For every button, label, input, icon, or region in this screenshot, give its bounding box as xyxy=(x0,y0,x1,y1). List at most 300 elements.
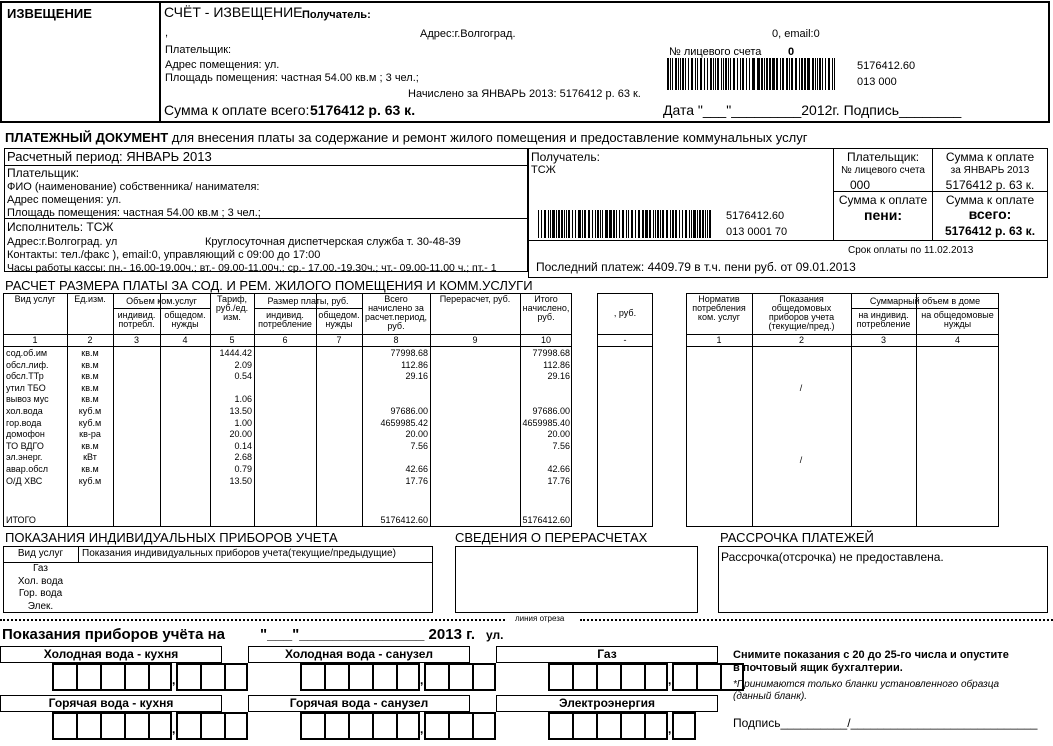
barcode-bar xyxy=(561,210,563,238)
barcode-bar xyxy=(725,58,727,90)
column-divider xyxy=(430,293,431,527)
table-cell: 20.00 xyxy=(405,429,428,440)
barcode-bar xyxy=(666,210,668,238)
barcode-bar xyxy=(723,58,724,90)
barcode-bar xyxy=(600,210,601,238)
digit-cell[interactable] xyxy=(100,712,124,740)
separator: , xyxy=(165,27,169,39)
table-cell: 42.66 xyxy=(405,464,428,474)
digit-cell[interactable] xyxy=(396,663,420,691)
barcode-bar xyxy=(752,58,754,90)
barcode-bar xyxy=(737,58,738,90)
table-cell: 1.06 xyxy=(234,394,252,405)
barcode-bar xyxy=(717,58,719,90)
barcode-bar xyxy=(602,210,603,238)
digit-cell[interactable] xyxy=(224,663,248,691)
barcode-bar xyxy=(653,210,654,238)
column-header: общедом. нужды xyxy=(318,310,360,329)
barcode-bar xyxy=(597,210,599,238)
barcode-bar xyxy=(757,58,758,90)
house-column-number: 3 xyxy=(880,335,886,345)
barcode-bar xyxy=(662,210,663,238)
extra-column-frame xyxy=(597,293,653,527)
barcode-bar xyxy=(628,210,629,238)
cut-line xyxy=(580,619,1053,621)
barcode-bar xyxy=(679,210,680,238)
digit-cell[interactable] xyxy=(200,663,224,691)
table-cell: 2.09 xyxy=(234,359,252,370)
column-header: индивид. потребл. xyxy=(117,310,156,329)
digit-cell[interactable] xyxy=(672,712,696,740)
barcode-bar xyxy=(556,210,557,238)
recipient-value: ТСЖ xyxy=(531,164,556,176)
digit-cell[interactable] xyxy=(76,712,100,740)
barcode-bar xyxy=(749,58,750,90)
column-header: Тариф, руб./ед. изм. xyxy=(215,294,249,322)
barcode-bar xyxy=(812,58,814,90)
house-group-header: Суммарный объем в доме xyxy=(869,296,981,306)
house-column-header: на индивид. потребление xyxy=(856,310,911,329)
table-cell: О/Д ХВС xyxy=(6,475,43,486)
barcode-bar xyxy=(832,58,833,90)
column-header: Всего начислено за расчет.период, руб. xyxy=(365,294,427,331)
payer-cell-label: Плательщик: xyxy=(846,150,920,164)
row-divider xyxy=(254,308,362,309)
billing-period: Расчетный период: ЯНВАРЬ 2013 xyxy=(7,149,212,164)
digit-cell[interactable] xyxy=(324,712,348,740)
digit-cell[interactable] xyxy=(76,663,100,691)
barcode-bar xyxy=(548,210,549,238)
due-date: Срок оплаты по 11.02.2013 xyxy=(848,245,974,256)
barcode-bar xyxy=(584,210,585,238)
barcode-bar xyxy=(667,58,669,90)
digit-cell[interactable] xyxy=(696,663,720,691)
barcode-bar xyxy=(568,210,570,238)
barcode-bar xyxy=(550,210,551,238)
cut-line xyxy=(0,619,505,621)
digit-cell[interactable] xyxy=(300,712,324,740)
barcode-bar xyxy=(807,58,808,90)
table-cell: 77998.68 xyxy=(390,348,428,358)
premises-area: Площадь помещения: частная 54.00 кв.м ; 3 чел.; xyxy=(165,72,419,84)
table-cell: 7.56 xyxy=(552,440,570,451)
barcode-bar xyxy=(801,58,802,90)
readings-date: "___"_______________ 2013 г. xyxy=(260,626,476,643)
meter-digit-input[interactable] xyxy=(300,712,496,740)
digit-cell[interactable] xyxy=(148,712,172,740)
digit-cell[interactable]: , xyxy=(668,722,672,736)
barcode-bar xyxy=(697,58,698,90)
digit-cell[interactable] xyxy=(472,712,496,740)
premises-address: Адрес помещения: ул. xyxy=(165,59,280,71)
barcode-bar xyxy=(678,58,679,90)
meters-title: ПОКАЗАНИЯ ИНДИВИДУАЛЬНЫХ ПРИБОРОВ УЧЕТА xyxy=(5,530,338,545)
table-cell: ТО ВДГО xyxy=(6,440,44,451)
barcode-bar xyxy=(685,210,687,238)
house-column-header: Норматив потребления ком. услуг xyxy=(692,294,746,322)
table-cell: 29.16 xyxy=(547,371,570,382)
column-number: 8 xyxy=(393,335,399,345)
digit-cell[interactable] xyxy=(672,663,696,691)
digit-cell[interactable] xyxy=(324,663,348,691)
column-number: 7 xyxy=(336,335,342,345)
barcode-bar xyxy=(715,58,716,90)
barcode-bar xyxy=(709,210,711,238)
meter-label: Горячая вода - санузел xyxy=(248,695,470,712)
house-column-header: на общедомовые нужды xyxy=(921,310,994,329)
table-cell: кв-ра xyxy=(79,429,101,440)
note: *Принимаются только бланки установленного образца xyxy=(733,679,1000,690)
digit-cell[interactable] xyxy=(424,663,448,691)
meter-label: Горячая вода - кухня xyxy=(0,695,222,712)
cut-line-label: линия отреза xyxy=(515,614,565,623)
recipient-address: Адрес:г.Волгоград. xyxy=(420,28,516,40)
barcode-bar xyxy=(685,58,686,90)
readings-street: ул. xyxy=(486,628,504,642)
meter-label: Электроэнергия xyxy=(496,695,718,712)
digit-cell[interactable]: , xyxy=(172,722,176,736)
installment-text: Рассрочка(отсрочка) не предоставлена. xyxy=(721,550,944,564)
barcode-bar xyxy=(834,58,835,90)
digit-cell[interactable] xyxy=(348,712,372,740)
table-cell: 112.86 xyxy=(543,359,570,370)
house-column-number: 2 xyxy=(798,335,804,345)
digit-cell[interactable] xyxy=(100,663,124,691)
date-signature-line: Дата "___"_________2012г. Подпись________ xyxy=(663,102,962,118)
digit-cell[interactable] xyxy=(176,663,200,691)
table-cell: 20.00 xyxy=(229,429,252,440)
meters-col-service: Вид услуг xyxy=(17,548,64,559)
table-cell: 4659985.40 xyxy=(522,417,570,428)
extra-header: , руб. xyxy=(613,308,637,318)
column-number: 2 xyxy=(87,335,93,345)
house-slash: / xyxy=(799,455,803,465)
barcode-bar xyxy=(675,58,677,90)
barcode-bar xyxy=(705,210,706,238)
digit-cell[interactable] xyxy=(548,663,572,691)
barcode-bar xyxy=(689,210,690,238)
table-cell: сод.об.им xyxy=(6,348,48,358)
total-col8: 5176412.60 xyxy=(380,515,428,525)
table-cell: 29.16 xyxy=(405,371,428,382)
notice-left-title: ИЗВЕЩЕНИЕ xyxy=(7,6,92,21)
barcode xyxy=(667,58,837,90)
barcode-bar xyxy=(808,58,809,90)
barcode-bar xyxy=(682,210,683,238)
barcode-bar xyxy=(766,58,767,90)
barcode-bar xyxy=(649,210,651,238)
row-divider xyxy=(597,346,653,347)
table-cell: 20.00 xyxy=(547,429,570,440)
digit-cell[interactable] xyxy=(620,712,644,740)
barcode-bar xyxy=(713,58,714,90)
barcode-code: 013 0001 70 xyxy=(726,226,788,238)
digit-cell[interactable] xyxy=(52,712,76,740)
meter-row-label: Газ xyxy=(33,563,48,574)
meter-label: Холодная вода - кухня xyxy=(0,646,222,663)
extra-number: - xyxy=(623,335,627,345)
row-divider xyxy=(686,346,999,347)
sum-period-value: 5176412 р. 63 к. xyxy=(945,178,1035,192)
barcode-bar xyxy=(728,58,729,90)
barcode-bar xyxy=(578,210,580,238)
digit-cell[interactable] xyxy=(596,712,620,740)
meter-row-label: Элек. xyxy=(27,600,54,612)
barcode-bar xyxy=(691,210,692,238)
barcode-bar xyxy=(675,210,677,238)
column-number: 6 xyxy=(282,335,288,345)
barcode-bar xyxy=(782,58,783,90)
dispatch-service: Круглосуточная диспетчерская служба т. 30-48-39 xyxy=(205,236,461,248)
column-number: 4 xyxy=(182,335,188,345)
table-cell: 2.68 xyxy=(234,452,252,463)
premises-address: Адрес помещения: ул. xyxy=(7,194,122,206)
row-divider xyxy=(851,308,999,309)
signature-field[interactable]: Подпись__________/____________________________ xyxy=(733,716,1038,730)
table-cell: 4659985.42 xyxy=(380,417,428,428)
total-label: Сумма к оплате всего: xyxy=(164,102,310,118)
table-cell: домофон xyxy=(6,429,45,440)
table-cell: 1444.42 xyxy=(219,348,252,358)
total-value: 5176412 р. 63 к. xyxy=(310,102,416,118)
meter-digit-input[interactable] xyxy=(548,663,744,691)
executor-address: Адрес:г.Волгоград. ул xyxy=(7,236,118,248)
digit-cell[interactable] xyxy=(548,712,572,740)
notice-title: СЧЁТ - ИЗВЕЩЕНИЕ xyxy=(164,4,303,20)
barcode-bar xyxy=(680,58,681,90)
contacts: Контакты: тел./факс ), email:0, управляющий с 09:00 до 17:00 xyxy=(7,249,321,261)
barcode-bar xyxy=(672,210,673,238)
digit-cell[interactable] xyxy=(124,712,148,740)
digit-cell[interactable] xyxy=(620,663,644,691)
digit-cell[interactable]: , xyxy=(668,673,672,687)
table-cell: 1.00 xyxy=(234,417,252,428)
barcode-bar xyxy=(707,210,708,238)
meter-label: Газ xyxy=(496,646,718,663)
table-cell: гор.вода xyxy=(6,417,42,428)
barcode-bar xyxy=(822,58,823,90)
house-column-number: 4 xyxy=(954,335,960,345)
digit-cell[interactable] xyxy=(448,712,472,740)
barcode-bar xyxy=(828,58,830,90)
table-cell: 112.86 xyxy=(401,359,428,370)
group-volume-header: Объем ком.услуг xyxy=(126,296,197,306)
barcode-amount: 5176412.60 xyxy=(726,210,785,222)
table-cell: эл.энерг. xyxy=(6,452,43,463)
accrued-text: Начислено за ЯНВАРЬ 2013: 5176412 р. 63 к. xyxy=(408,88,641,100)
penalty-value: пени: xyxy=(864,207,902,223)
barcode-bar xyxy=(645,210,646,238)
barcode-bar xyxy=(541,210,542,238)
premises-area: Площадь помещения: частная 54.00 кв.м ; 3 чел.; xyxy=(7,207,261,219)
digit-cell[interactable] xyxy=(372,663,396,691)
column-header: Вид услуг xyxy=(14,294,56,304)
table-cell: кв.м xyxy=(81,464,99,474)
instruction-2: в почтовый ящик бухгалтерии. xyxy=(733,662,903,674)
payment-doc-title: ПЛАТЕЖНЫЙ ДОКУМЕНТ xyxy=(5,130,169,145)
table-cell: кв.м xyxy=(81,359,99,370)
barcode-bar xyxy=(592,210,593,238)
meter-label: Холодная вода - санузел xyxy=(248,646,470,663)
barcode-bar xyxy=(780,58,781,90)
table-cell: кв.м xyxy=(81,382,99,393)
barcode-bar xyxy=(638,210,639,238)
total-label: ИТОГО xyxy=(6,515,36,525)
digit-cell[interactable] xyxy=(424,712,448,740)
table-cell: 77998.68 xyxy=(532,348,570,358)
digit-cell[interactable]: , xyxy=(172,673,176,687)
barcode-code: 013 000 xyxy=(857,76,897,88)
digit-cell[interactable] xyxy=(52,663,76,691)
digit-cell[interactable] xyxy=(148,663,172,691)
barcode-bar xyxy=(791,58,792,90)
digit-cell[interactable]: , xyxy=(420,722,424,736)
barcode-bar xyxy=(655,210,656,238)
digit-cell[interactable] xyxy=(644,712,668,740)
table-cell: кВт xyxy=(83,452,97,463)
table-cell: обсл.лиф. xyxy=(6,359,49,370)
barcode-bar xyxy=(761,58,763,90)
barcode-bar xyxy=(804,58,806,90)
account-value: 0 xyxy=(788,46,795,58)
digit-cell[interactable] xyxy=(472,663,496,691)
payer-label: Плательщик: xyxy=(7,166,80,180)
digit-cell[interactable] xyxy=(224,712,248,740)
column-number: 1 xyxy=(32,335,38,345)
digit-cell[interactable] xyxy=(720,663,744,691)
barcode-bar xyxy=(635,210,636,238)
digit-cell[interactable] xyxy=(124,663,148,691)
meter-row-label: Гор. вода xyxy=(18,588,63,599)
meter-digit-input[interactable] xyxy=(52,712,248,740)
cash-hours: Часы работы кассы: пн.- 16.00-19.00ч.; вт.- 09.00-11.00ч.; ср.- 17.00.-19.30ч.; чт.- 09.00-11.00 ч.; пт.- 1 xyxy=(7,262,497,274)
barcode-bar xyxy=(764,58,765,90)
digit-cell[interactable] xyxy=(372,712,396,740)
payer-label: Плательщик: xyxy=(165,44,232,56)
barcode-bar xyxy=(697,210,698,238)
total-col10: 5176412.60 xyxy=(522,515,570,525)
barcode-bar xyxy=(742,58,744,90)
digit-cell[interactable] xyxy=(348,663,372,691)
digit-cell[interactable] xyxy=(596,663,620,691)
table-cell: кв.м xyxy=(81,348,99,358)
digit-cell[interactable]: , xyxy=(420,673,424,687)
readings-title: Показания приборов учёта на xyxy=(2,626,226,643)
barcode-bar xyxy=(670,58,671,90)
barcode-bar xyxy=(710,58,712,90)
barcode-bar xyxy=(670,210,671,238)
barcode-bar xyxy=(616,210,617,238)
installment-title: РАССРОЧКА ПЛАТЕЖЕЙ xyxy=(720,530,874,545)
digit-cell[interactable] xyxy=(572,712,596,740)
barcode-bar xyxy=(789,58,790,90)
table-cell: куб.м xyxy=(78,417,102,428)
house-column-number: 1 xyxy=(716,335,722,345)
table-cell: 17.76 xyxy=(405,475,428,486)
column-number: 10 xyxy=(540,335,551,345)
barcode-bar xyxy=(619,210,620,238)
barcode-bar xyxy=(657,210,659,238)
barcode-bar xyxy=(544,210,546,238)
recalc-title: СВЕДЕНИЯ О ПЕРЕРАСЧЕТАХ xyxy=(455,530,648,545)
account-label: № лицевого счета xyxy=(669,46,762,58)
note-2: (данный бланк). xyxy=(733,691,808,702)
barcode-bar xyxy=(605,210,607,238)
account-label: № лицевого счета xyxy=(841,165,925,176)
digit-cell[interactable] xyxy=(176,712,200,740)
last-payment: Последний платеж: 4409.79 в т.ч. пени руб. от 09.01.2013 xyxy=(536,260,856,274)
recalc-box xyxy=(455,546,698,613)
meter-digit-input[interactable] xyxy=(300,663,496,691)
digit-cell[interactable] xyxy=(448,663,472,691)
barcode-bar xyxy=(699,210,700,238)
digit-cell[interactable] xyxy=(200,712,224,740)
table-cell: 42.66 xyxy=(547,464,570,474)
table-cell: авар.обсл xyxy=(6,464,49,474)
barcode xyxy=(538,210,713,238)
table-cell: вывоз мус xyxy=(6,394,49,405)
table-cell: 7.56 xyxy=(410,440,428,451)
sum-total-label: Сумма к оплате xyxy=(945,193,1035,207)
house-slash: / xyxy=(799,383,803,393)
table-cell: утил ТБО xyxy=(6,382,46,393)
table-cell: кв.м xyxy=(81,394,99,405)
table-cell: кв.м xyxy=(81,371,99,382)
barcode-bar xyxy=(558,210,559,238)
digit-cell[interactable] xyxy=(572,663,596,691)
barcode-bar xyxy=(772,58,773,90)
barcode-bar xyxy=(552,210,554,238)
barcode-bar xyxy=(564,210,565,238)
instruction: Снимите показания с 20 до 25-го числа и опустите xyxy=(733,649,1009,661)
meter-digit-input[interactable] xyxy=(52,663,248,691)
barcode-bar xyxy=(733,58,735,90)
table-cell: 0.54 xyxy=(234,371,252,382)
row-divider xyxy=(113,308,210,309)
divider xyxy=(159,1,161,123)
barcode-bar xyxy=(817,58,818,90)
group-payment-header: Размер платы, руб. xyxy=(267,296,349,306)
table-cell: 13.50 xyxy=(229,475,252,486)
barcode-bar xyxy=(776,58,778,90)
sum-total-value: 5176412 р. 63 к. xyxy=(944,224,1036,238)
table-cell: 0.14 xyxy=(234,440,252,451)
barcode-bar xyxy=(702,210,704,238)
barcode-bar xyxy=(695,58,696,90)
row-divider xyxy=(3,346,572,347)
meters-col-readings: Показания индивидуальных приборов учета(текущие/предыдущие) xyxy=(82,548,396,559)
digit-cell[interactable] xyxy=(644,663,668,691)
table-cell: 0.79 xyxy=(234,464,252,474)
digit-cell[interactable] xyxy=(396,712,420,740)
sum-period-label: Сумма к оплате xyxy=(945,150,1035,164)
meter-digit-input[interactable] xyxy=(548,712,696,740)
table-cell: хол.вода xyxy=(6,406,43,416)
barcode-bar xyxy=(691,58,693,90)
barcode-bar xyxy=(595,210,596,238)
barcode-bar xyxy=(566,210,567,238)
meter-row-label: Хол. вода xyxy=(17,575,64,587)
barcode-bar xyxy=(773,58,774,90)
barcode-bar xyxy=(746,58,747,90)
barcode-bar xyxy=(799,58,800,90)
barcode-bar xyxy=(646,210,647,238)
barcode-bar xyxy=(642,210,644,238)
account-value: 000 xyxy=(850,178,871,192)
barcode-bar xyxy=(660,210,661,238)
digit-cell[interactable] xyxy=(300,663,324,691)
table-cell: куб.м xyxy=(78,475,102,486)
